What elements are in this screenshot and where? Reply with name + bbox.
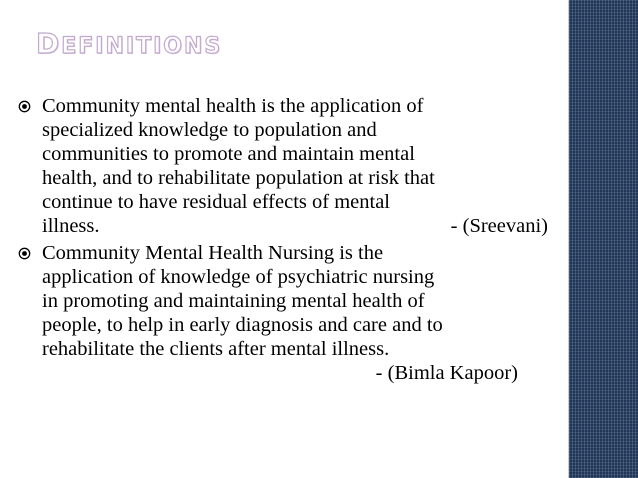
definition-line: continue to have residual effects of mental: [42, 191, 390, 213]
citation-bimla-kapoor: - (Bimla Kapoor): [375, 362, 518, 384]
definition-item-sreevani: [18, 94, 558, 238]
slide-title: [36, 27, 223, 60]
slide-title-initial: D: [36, 27, 62, 60]
definition-line: health, and to rehabilitate population at risk that: [42, 167, 435, 189]
slide-title-rest: EFINITIONS: [61, 34, 223, 59]
definition-line: people, to help in early diagnosis and care and to: [42, 314, 443, 336]
circle-bullet-icon: [18, 247, 31, 260]
definition-line: Community Mental Health Nursing is the: [42, 242, 384, 264]
citation-sreevani: - (Sreevani): [450, 215, 548, 237]
definition-line: Community mental health is the application of: [42, 95, 424, 117]
definition-item-bimla-kapoor: [18, 241, 558, 385]
definition-line: rehabilitate the clients after mental illness.: [42, 338, 390, 360]
decorative-side-panel: [569, 0, 638, 478]
definition-line: in promoting and maintaining mental health of: [42, 290, 425, 312]
definition-last-line: [42, 214, 558, 238]
definition-line: illness.: [42, 215, 100, 237]
definition-line: application of knowledge of psychiatric nursing: [42, 266, 435, 288]
circle-bullet-icon: [18, 100, 31, 113]
definition-line: specialized knowledge to population and: [42, 119, 377, 141]
definition-line: communities to promote and maintain mental: [42, 143, 415, 165]
definitions-list: [18, 94, 558, 388]
